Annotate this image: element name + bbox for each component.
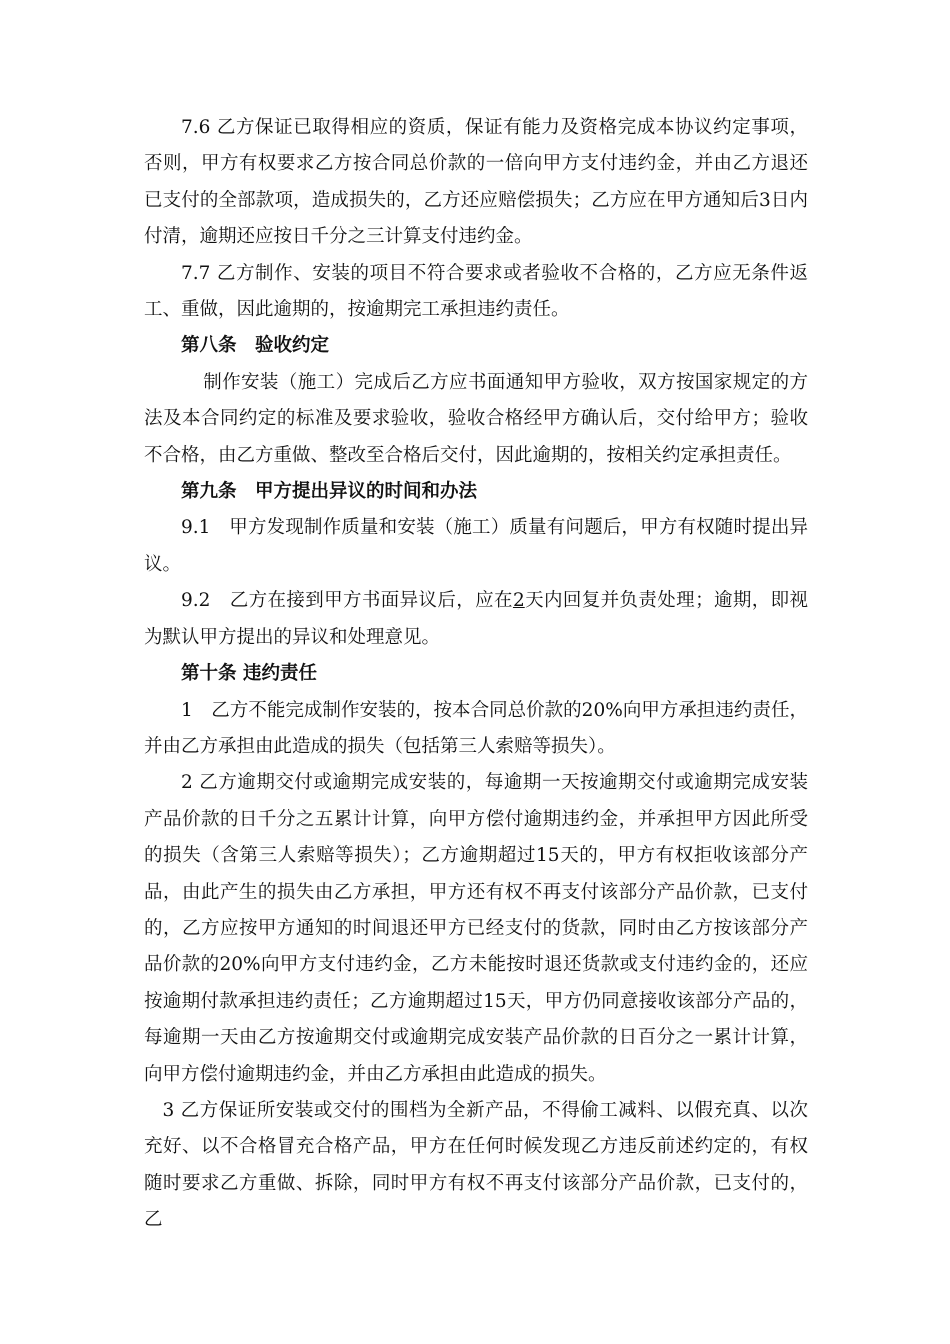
article-8-body: 制作安装（施工）完成后乙方应书面通知甲方验收，双方按国家规定的方法及本合同约定的标准及要求验收，验收合格经甲方确认后，交付给甲方；验收不合格，由乙方重做、整改至合格后交付，因此逾期的，按相关约定承担责任。 <box>144 371 808 466</box>
article-9-heading: 第九条 甲方提出异议的时间和办法 <box>181 481 478 503</box>
clause-10-3: 3 乙方保证所安装或交付的围档为全新产品，不得偷工减料、以假充真、以次充好、以不合格冒充合格产品，甲方在任何时候发现乙方违反前述约定的，有权随时要求乙方重做、拆除，同时甲方有权不再支付该部分产品价款，已支付的，乙 <box>144 1099 808 1231</box>
article-8-heading: 第八条 验收约定 <box>181 335 330 357</box>
document-page <box>144 110 808 1239</box>
clause-10-1: 1 乙方不能完成制作安装的，按本合同总价款的20%向甲方承担违约责任，并由乙方承担由此造成的损失（包括第三人索赔等损失）。 <box>144 699 808 757</box>
article-10-heading: 第十条 违约责任 <box>181 663 317 685</box>
clause-9-1: 9.1 甲方发现制作质量和安装（施工）质量有问题后，甲方有权随时提出异议。 <box>144 517 808 575</box>
clause-7-6: 7.6 乙方保证已取得相应的资质，保证有能力及资格完成本协议约定事项，否则，甲方有权要求乙方按合同总价款的一倍向甲方支付违约金，并由乙方退还已支付的全部款项，造成损失的，乙方还应赔偿损失；乙方应在甲方通知后3日内付清，逾期还应按日千分之三计算支付违约金。 <box>144 117 808 248</box>
clause-7-7: 7.7 乙方制作、安装的项目不符合要求或者验收不合格的，乙方应无条件返工、重做，因此逾期的，按逾期完工承担违约责任。 <box>144 262 808 321</box>
clause-9-2 <box>144 583 808 656</box>
clause-9-2-days: 2 <box>512 590 525 612</box>
clause-9-2-text-a: 9.2 乙方在接到甲方书面异议后，应在 <box>181 590 513 612</box>
clause-9-2-text-b: 天内回复并负责处理；逾期，即视为默认甲方提出的异议和处理意见。 <box>144 590 808 648</box>
clause-10-2: 2 乙方逾期交付或逾期完成安装的，每逾期一天按逾期交付或逾期完成安装产品价款的日千分之五累计计算，向甲方偿付逾期违约金，并承担甲方因此所受的损失（含第三人索赔等损失）；乙方逾期超过15天的，甲方有权拒收该部分产品，由此产生的损失由乙方承担，甲方还有权不再支付该部分产品价款，已支付的，乙方应按甲方通知的时间退还甲方已经支付的货款，同时由乙方按该部分产品价款的20%向甲方支付违约金，乙方未能按时退还货款或支付违约金的，还应按逾期付款承担违约责任；乙方逾期超过15天，甲方仍同意接收该部分产品的，每逾期一天由乙方按逾期交付或逾期完成安装产品价款的日百分之一累计计算，向甲方偿付逾期违约金，并由乙方承担由此造成的损失。 <box>144 772 808 1085</box>
